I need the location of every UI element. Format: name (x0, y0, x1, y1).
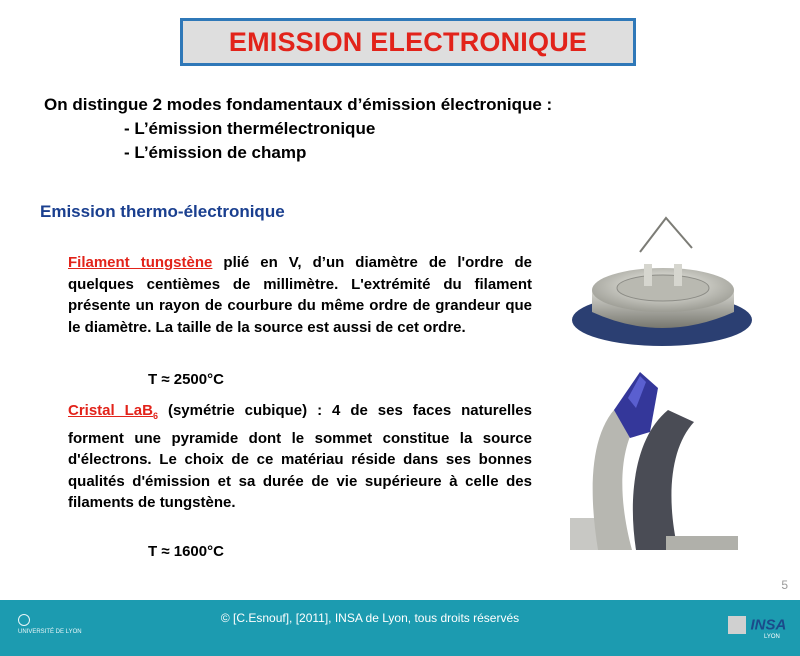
insa-logo-icon (728, 616, 746, 634)
insa-logo (728, 616, 786, 640)
cristal-photo (570, 368, 738, 550)
logo-left-text: UNIVERSITÉ DE LYON (18, 629, 82, 635)
intro-item-champ: - L’émission de champ (124, 143, 307, 162)
cristal-subscript: 6 (152, 411, 158, 421)
cristal-temperature: T ≈ 1600°C (148, 543, 224, 560)
intro-item-thermo: - L’émission thermélectronique (124, 119, 376, 138)
intro-block (44, 93, 552, 165)
universite-lyon-logo (18, 614, 82, 636)
copyright-text: © [C.Esnouf], [2011], INSA de Lyon, tous droits réservés (220, 611, 520, 625)
page-number: 5 (781, 578, 788, 592)
intro-text: On distingue 2 modes fondamentaux d’émission électronique : (44, 95, 553, 114)
filament-temperature: T ≈ 2500°C (148, 371, 224, 388)
cristal-text: (symétrie cubique) : 4 de ses faces naturelles forment une pyramide dont le sommet constitue la source d'électrons. Le choix de ce matériau réside dans ses bonnes qualités d'émission et sa durée de vie supérieure à celle des filaments de tungstène. (68, 402, 532, 511)
cristal-highlight: Cristal LaB$_6$ (68, 402, 158, 421)
lyon-logo-icon (18, 614, 30, 626)
cristal-paragraph (68, 400, 532, 514)
filament-photo (570, 212, 758, 352)
page-title: EMISSION ELECTRONIQUE (228, 26, 588, 57)
title-box (180, 18, 636, 66)
section-title: Emission thermo-électronique (40, 202, 285, 221)
insa-logo-sub: LYON (764, 634, 780, 641)
filament-text: plié en V, d’un diamètre de l'ordre de quelques centièmes de millimètre. L'extrémité du filament présente un rayon de courbure du même ordre de grandeur que le diamètre. La taille de la source est aussi de cet ordre. (68, 254, 532, 336)
insa-logo-text: INSA (750, 616, 787, 634)
footer (0, 600, 800, 656)
filament-paragraph (68, 252, 532, 338)
filament-highlight: Filament tungstène (68, 254, 213, 271)
